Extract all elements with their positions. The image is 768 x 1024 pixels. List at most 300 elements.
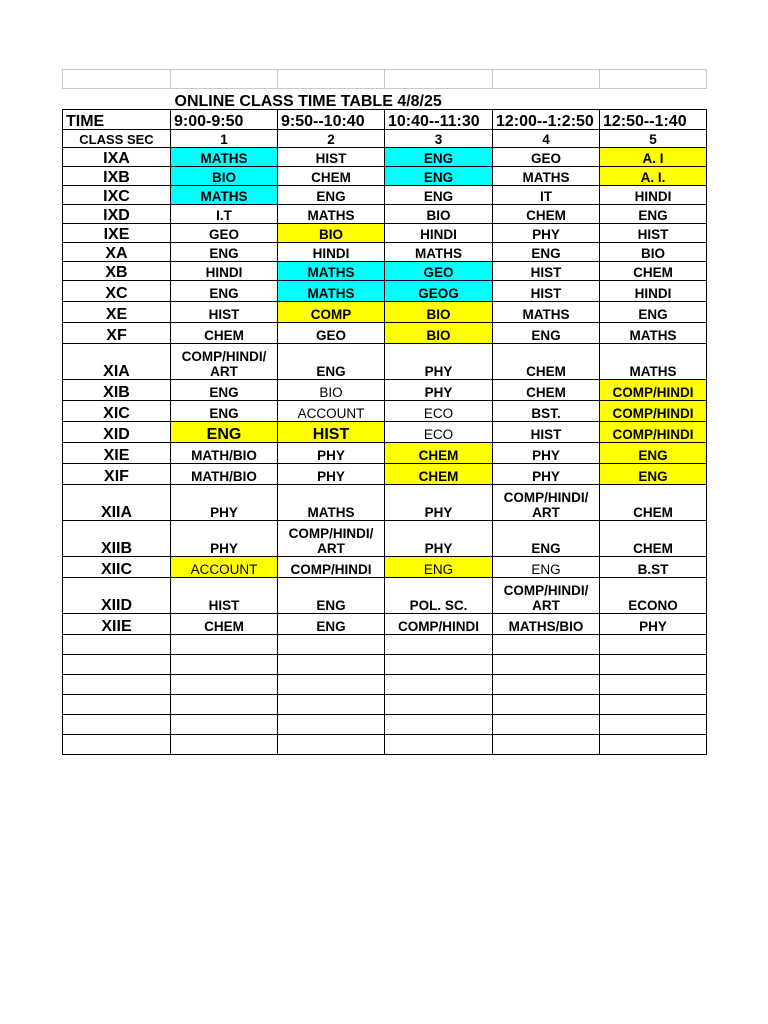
subject-cell[interactable] [278, 243, 385, 262]
subject-cell[interactable] [385, 186, 493, 205]
empty-cell[interactable] [600, 695, 707, 715]
class-section-cell[interactable]: XID [63, 422, 171, 443]
subject-cell[interactable] [600, 262, 707, 281]
subject-cell[interactable] [493, 148, 600, 167]
subject-cell[interactable] [385, 578, 493, 614]
class-section-cell[interactable]: IXC [63, 186, 171, 205]
empty-cell[interactable] [493, 715, 600, 735]
class-section-cell[interactable]: IXD [63, 205, 171, 224]
subject-text: MATHS/BIO [508, 619, 584, 634]
empty-cell[interactable] [63, 675, 171, 695]
class-row [63, 323, 707, 344]
subject-text: PHY [424, 385, 453, 400]
empty-cell[interactable] [63, 715, 171, 735]
class-section-cell[interactable]: XIIC [63, 557, 171, 578]
subject-text: ECONO [628, 598, 678, 613]
class-section-cell[interactable]: XIIE [63, 614, 171, 635]
empty-cell[interactable] [385, 70, 493, 89]
subject-text: ENG [206, 426, 242, 443]
subject-text: MATHS [629, 328, 677, 343]
subject-cell[interactable] [493, 205, 600, 224]
subject-text: HIST [530, 265, 562, 280]
empty-cell[interactable] [171, 695, 278, 715]
subject-cell[interactable] [600, 281, 707, 302]
subject-cell[interactable] [600, 443, 707, 464]
subject-cell[interactable] [278, 485, 385, 521]
subject-text: HINDI [312, 246, 350, 261]
subject-text: HIST [530, 427, 562, 442]
subject-text: PHY [532, 469, 560, 484]
class-section-cell[interactable]: XIB [63, 380, 171, 401]
subject-text: ENG [316, 619, 346, 634]
subject-text: ENG [423, 189, 454, 204]
subject-text: MATHS [200, 151, 248, 166]
empty-cell[interactable] [600, 735, 707, 755]
subject-text: ENG [531, 541, 561, 556]
class-section-cell[interactable]: XA [63, 243, 171, 262]
subject-cell[interactable] [600, 205, 707, 224]
empty-top-row [63, 70, 707, 89]
subject-cell[interactable] [600, 243, 707, 262]
subject-cell[interactable] [600, 521, 707, 557]
subject-cell[interactable] [171, 464, 278, 485]
empty-cell[interactable] [63, 70, 171, 89]
subject-text: MATHS [307, 505, 355, 520]
subject-text: ENG [531, 562, 561, 577]
empty-row [63, 735, 707, 755]
time-label[interactable]: TIME [63, 110, 171, 130]
subject-cell[interactable] [171, 521, 278, 557]
subject-cell[interactable] [385, 422, 493, 443]
period-number-1[interactable]: 1 [171, 130, 278, 148]
subject-text: A. I [642, 151, 664, 166]
subject-cell[interactable] [385, 521, 493, 557]
class-section-cell[interactable]: XIF [63, 464, 171, 485]
subject-cell[interactable] [385, 205, 493, 224]
timetable-title[interactable]: ONLINE CLASS TIME TABLE 4/8/25 [174, 93, 442, 110]
subject-text: CHEM [204, 328, 244, 343]
subject-cell[interactable] [385, 302, 493, 323]
subject-text: ECO [423, 427, 454, 442]
title-spacer-cell[interactable] [63, 89, 171, 110]
empty-cell[interactable] [171, 735, 278, 755]
class-row [63, 557, 707, 578]
schedule-body [63, 148, 707, 635]
empty-cell[interactable] [385, 715, 493, 735]
empty-cell[interactable] [493, 695, 600, 715]
class-section-cell[interactable]: XF [63, 323, 171, 344]
subject-cell[interactable] [278, 401, 385, 422]
subject-cell[interactable] [600, 422, 707, 443]
subject-text: ACCOUNT [297, 406, 365, 421]
subject-text: B.ST [637, 562, 669, 577]
subject-cell[interactable] [493, 464, 600, 485]
subject-text: ENG [531, 328, 561, 343]
empty-cell[interactable] [385, 695, 493, 715]
subject-text: MATHS [629, 364, 677, 379]
subject-cell[interactable] [600, 302, 707, 323]
subject-text: CHEM [633, 265, 673, 280]
subject-text: GEO [530, 151, 561, 166]
subject-cell[interactable] [385, 167, 493, 186]
class-section-cell[interactable]: IXE [63, 224, 171, 243]
class-section-cell[interactable]: XC [63, 281, 171, 302]
period-number-5[interactable]: 5 [600, 130, 707, 148]
subject-cell[interactable] [600, 578, 707, 614]
subject-cell[interactable] [493, 557, 600, 578]
subject-cell[interactable] [171, 614, 278, 635]
class-row [63, 521, 707, 557]
subject-cell[interactable] [171, 302, 278, 323]
period-number-4[interactable]: 4 [493, 130, 600, 148]
subject-text: ENG [531, 246, 561, 261]
class-row [63, 243, 707, 262]
subject-text: COMP/HINDI [612, 427, 694, 442]
empty-cell[interactable] [493, 655, 600, 675]
class-row [63, 401, 707, 422]
subject-cell[interactable] [385, 443, 493, 464]
subject-cell[interactable] [600, 167, 707, 186]
subject-text: ENG [209, 406, 239, 421]
empty-cell[interactable] [171, 70, 278, 89]
subject-text: COMP/HINDI/ ART [503, 490, 589, 520]
empty-cell[interactable] [278, 655, 385, 675]
subject-cell[interactable] [493, 614, 600, 635]
empty-cell[interactable] [600, 715, 707, 735]
subject-cell[interactable] [493, 167, 600, 186]
subject-cell[interactable] [385, 464, 493, 485]
subject-text: PHY [424, 541, 453, 556]
subject-text: GEOG [418, 286, 459, 301]
class-section-cell[interactable]: XIIB [63, 521, 171, 557]
empty-cell[interactable] [385, 655, 493, 675]
subject-cell[interactable] [278, 302, 385, 323]
subject-cell[interactable] [278, 281, 385, 302]
subject-cell[interactable] [278, 422, 385, 443]
class-section-cell[interactable]: XIID [63, 578, 171, 614]
empty-cell[interactable] [385, 635, 493, 655]
subject-cell[interactable] [600, 148, 707, 167]
subject-text: MATHS [307, 265, 355, 280]
subject-cell[interactable] [600, 323, 707, 344]
subject-cell[interactable] [385, 401, 493, 422]
subject-text: ENG [423, 151, 454, 166]
subject-cell[interactable] [493, 323, 600, 344]
subject-text: PHY [424, 505, 453, 520]
subject-text: CHEM [526, 208, 566, 223]
empty-cell[interactable] [278, 735, 385, 755]
subject-cell[interactable] [171, 262, 278, 281]
empty-cell[interactable] [171, 715, 278, 735]
period-number-2[interactable]: 2 [278, 130, 385, 148]
empty-rows [63, 635, 707, 755]
class-row [63, 485, 707, 521]
period-time-4[interactable]: 12:00--1:2:50 [493, 110, 600, 130]
subject-text: ENG [423, 562, 454, 577]
subject-cell[interactable] [493, 485, 600, 521]
subject-cell[interactable] [385, 224, 493, 243]
subject-cell[interactable] [385, 323, 493, 344]
empty-cell[interactable] [385, 675, 493, 695]
subject-cell[interactable] [493, 224, 600, 243]
subject-text: PHY [317, 448, 345, 463]
period-time-5[interactable]: 12:50--1:40 [600, 110, 707, 130]
class-row [63, 262, 707, 281]
subject-cell[interactable] [171, 167, 278, 186]
subject-text: HIST [315, 151, 347, 166]
class-section-cell[interactable]: XIA [63, 344, 171, 380]
class-section-cell[interactable]: XIC [63, 401, 171, 422]
subject-cell[interactable] [171, 186, 278, 205]
subject-text: ENG [316, 598, 346, 613]
period-time-3[interactable]: 10:40--11:30 [385, 110, 493, 130]
subject-text: ECO [423, 406, 454, 421]
subject-cell[interactable] [493, 281, 600, 302]
subject-text: PHY [210, 505, 238, 520]
subject-cell[interactable] [385, 380, 493, 401]
period-number-3[interactable]: 3 [385, 130, 493, 148]
subject-cell[interactable] [278, 167, 385, 186]
subject-text: CHEM [633, 541, 673, 556]
subject-text: CHEM [526, 385, 566, 400]
empty-cell[interactable] [493, 735, 600, 755]
subject-cell[interactable] [278, 578, 385, 614]
class-section-cell[interactable]: XE [63, 302, 171, 323]
empty-cell[interactable] [600, 70, 707, 89]
subject-text: HIST [208, 307, 240, 322]
class-row [63, 380, 707, 401]
subject-cell[interactable] [171, 344, 278, 380]
empty-cell[interactable] [278, 70, 385, 89]
subject-text: MATH/BIO [191, 469, 257, 484]
subject-text: MATHS [200, 189, 248, 204]
subject-cell[interactable] [600, 401, 707, 422]
subject-text: PHY [424, 364, 453, 379]
subject-cell[interactable] [171, 401, 278, 422]
subject-cell[interactable] [278, 186, 385, 205]
subject-cell[interactable] [493, 578, 600, 614]
subject-cell[interactable] [493, 443, 600, 464]
subject-cell[interactable] [385, 344, 493, 380]
subject-cell[interactable] [493, 344, 600, 380]
class-row [63, 186, 707, 205]
time-header-row [63, 110, 707, 130]
period-time-2[interactable]: 9:50--10:40 [278, 110, 385, 130]
empty-cell[interactable] [63, 655, 171, 675]
class-row [63, 302, 707, 323]
subject-cell[interactable] [600, 614, 707, 635]
subject-text: BIO [318, 227, 343, 242]
subject-cell[interactable] [493, 243, 600, 262]
subject-cell[interactable] [278, 323, 385, 344]
subject-cell[interactable] [171, 281, 278, 302]
subject-text: PHY [639, 619, 667, 634]
subject-text: ACCOUNT [190, 562, 258, 577]
subject-cell[interactable] [278, 224, 385, 243]
subject-text: CHEM [526, 364, 566, 379]
subject-text: BIO [426, 328, 451, 343]
empty-cell[interactable] [63, 695, 171, 715]
subject-cell[interactable] [600, 464, 707, 485]
empty-cell[interactable] [600, 675, 707, 695]
subject-cell[interactable] [278, 205, 385, 224]
subject-text: ENG [209, 286, 239, 301]
subject-text: COMP [310, 307, 352, 322]
class-row [63, 443, 707, 464]
class-row [63, 281, 707, 302]
subject-text: HINDI [205, 265, 243, 280]
subject-text: ENG [638, 469, 668, 484]
subject-text: ENG [638, 208, 668, 223]
subject-cell[interactable] [385, 281, 493, 302]
empty-row [63, 635, 707, 655]
empty-cell[interactable] [385, 735, 493, 755]
subject-text: GEO [208, 227, 239, 242]
subject-text: POL. SC. [409, 598, 468, 613]
subject-cell[interactable] [171, 422, 278, 443]
subject-cell[interactable] [493, 401, 600, 422]
subject-cell[interactable] [493, 186, 600, 205]
subject-cell[interactable] [171, 323, 278, 344]
empty-cell[interactable] [600, 635, 707, 655]
subject-cell[interactable] [278, 148, 385, 167]
subject-text: COMP/HINDI [290, 562, 372, 577]
class-section-cell[interactable]: XB [63, 262, 171, 281]
subject-cell[interactable] [385, 485, 493, 521]
subject-text: COMP/HINDI/ ART [181, 349, 267, 379]
subject-cell[interactable] [493, 302, 600, 323]
subject-cell[interactable] [278, 380, 385, 401]
empty-cell[interactable] [171, 635, 278, 655]
subject-cell[interactable] [385, 148, 493, 167]
empty-cell[interactable] [278, 635, 385, 655]
empty-cell[interactable] [171, 675, 278, 695]
subject-cell[interactable] [278, 614, 385, 635]
subject-text: BIO [640, 246, 665, 261]
subject-text: GEO [423, 265, 454, 280]
subject-text: ENG [209, 246, 239, 261]
subject-text: MATHS [522, 170, 570, 185]
subject-text: MATHS [307, 208, 355, 223]
class-row [63, 205, 707, 224]
subject-text: ENG [638, 448, 668, 463]
subject-cell[interactable] [278, 557, 385, 578]
subject-text: BIO [426, 307, 451, 322]
subject-cell[interactable] [171, 443, 278, 464]
subject-cell[interactable] [493, 422, 600, 443]
period-time-1[interactable]: 9:00-9:50 [171, 110, 278, 130]
class-section-cell[interactable]: IXB [63, 167, 171, 186]
empty-cell[interactable] [63, 735, 171, 755]
subject-cell[interactable] [600, 224, 707, 243]
subject-text: PHY [317, 469, 345, 484]
title-row [63, 89, 707, 110]
subject-text: COMP/HINDI [612, 406, 694, 421]
subject-cell[interactable] [171, 578, 278, 614]
subject-text: ENG [316, 189, 346, 204]
subject-text: BIO [426, 208, 451, 223]
subject-cell[interactable] [278, 464, 385, 485]
empty-cell[interactable] [171, 655, 278, 675]
subject-cell[interactable] [600, 557, 707, 578]
subject-cell[interactable] [493, 521, 600, 557]
subject-text: HINDI [634, 189, 672, 204]
empty-row [63, 655, 707, 675]
subject-cell[interactable] [385, 557, 493, 578]
subject-cell[interactable] [171, 557, 278, 578]
subject-text: PHY [532, 448, 560, 463]
class-row [63, 422, 707, 443]
subject-text: CHEM [418, 448, 459, 463]
subject-cell[interactable] [278, 262, 385, 281]
subject-text: BIO [319, 385, 343, 400]
class-row [63, 614, 707, 635]
empty-cell[interactable] [493, 70, 600, 89]
subject-cell[interactable] [171, 380, 278, 401]
subject-cell[interactable] [278, 344, 385, 380]
subject-text: MATHS [307, 286, 355, 301]
subject-text: MATH/BIO [191, 448, 257, 463]
subject-text: CHEM [633, 505, 673, 520]
subject-text: CHEM [311, 170, 351, 185]
subject-text: COMP/HINDI [612, 385, 694, 400]
empty-row [63, 715, 707, 735]
subject-cell[interactable] [171, 205, 278, 224]
subject-cell[interactable] [171, 148, 278, 167]
empty-cell[interactable] [493, 635, 600, 655]
empty-cell[interactable] [278, 675, 385, 695]
subject-cell[interactable] [493, 380, 600, 401]
subject-cell[interactable] [600, 344, 707, 380]
subject-cell[interactable] [278, 521, 385, 557]
empty-cell[interactable] [278, 715, 385, 735]
subject-text: HIST [530, 286, 562, 301]
empty-cell[interactable] [63, 635, 171, 655]
subject-cell[interactable] [278, 443, 385, 464]
subject-text: COMP/HINDI/ ART [503, 583, 589, 613]
subject-cell[interactable] [600, 485, 707, 521]
subject-cell[interactable] [600, 380, 707, 401]
class-section-cell[interactable]: XIIA [63, 485, 171, 521]
empty-cell[interactable] [493, 675, 600, 695]
subject-cell[interactable] [171, 224, 278, 243]
empty-row [63, 675, 707, 695]
subject-text: HINDI [420, 227, 457, 242]
subject-text: ENG [638, 307, 668, 322]
subject-cell[interactable] [385, 243, 493, 262]
subject-cell[interactable] [171, 485, 278, 521]
timetable-grid [62, 69, 707, 755]
empty-cell[interactable] [278, 695, 385, 715]
subject-cell[interactable] [385, 614, 493, 635]
empty-cell[interactable] [600, 655, 707, 675]
subject-text: HIST [312, 426, 350, 443]
subject-cell[interactable] [600, 186, 707, 205]
subject-cell[interactable] [385, 262, 493, 281]
class-row [63, 224, 707, 243]
subject-text: ENG [209, 385, 239, 400]
subject-text: BIO [211, 170, 236, 185]
class-section-cell[interactable]: XIE [63, 443, 171, 464]
class-sec-header-row [63, 130, 707, 148]
class-sec-label[interactable]: CLASS SEC [63, 130, 171, 148]
subject-cell[interactable] [493, 262, 600, 281]
class-section-cell[interactable]: IXA [63, 148, 171, 167]
subject-text: A. I. [640, 170, 666, 185]
class-row [63, 148, 707, 167]
subject-text: BST. [531, 406, 561, 421]
subject-cell[interactable] [171, 243, 278, 262]
